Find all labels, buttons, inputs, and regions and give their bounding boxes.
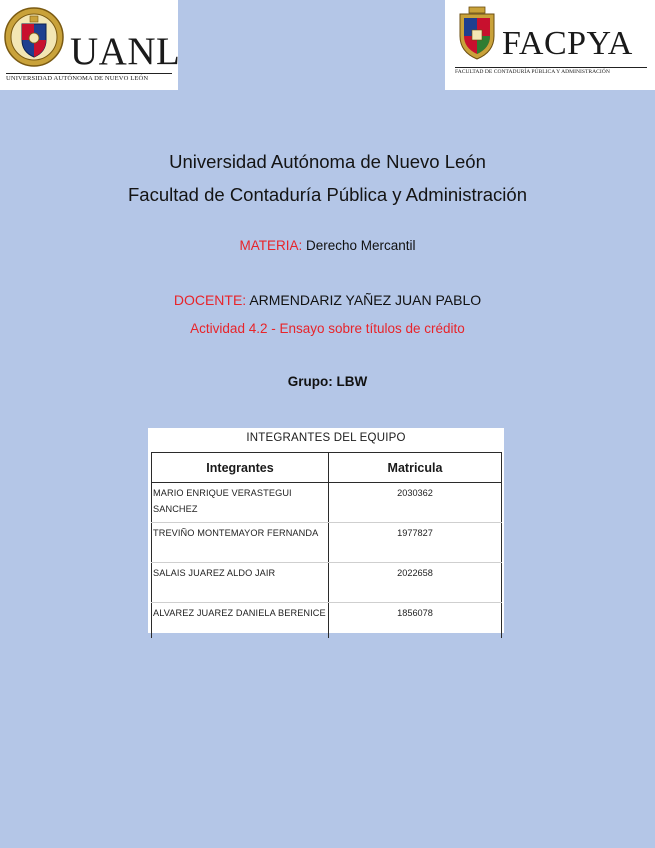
materia-line bbox=[0, 238, 655, 253]
uanl-crest-icon bbox=[4, 6, 64, 68]
docente-line bbox=[0, 292, 655, 308]
table-row bbox=[152, 563, 502, 603]
member-matricula: 1977827 bbox=[329, 523, 502, 563]
uanl-logo-rule bbox=[6, 73, 172, 74]
activity-title: Actividad 4.2 - Ensayo sobre títulos de crédito bbox=[190, 321, 465, 336]
table-row bbox=[152, 603, 502, 639]
facpya-wordmark: FACPYA bbox=[502, 25, 633, 62]
group-label: Grupo: LBW bbox=[287, 374, 368, 389]
team-table-title: INTEGRANTES DEL EQUIPO bbox=[246, 432, 406, 444]
team-table bbox=[148, 428, 504, 633]
member-matricula: 2022658 bbox=[329, 563, 502, 603]
column-header-integrantes: Integrantes bbox=[152, 453, 329, 483]
materia-value: Derecho Mercantil bbox=[302, 238, 416, 253]
member-name: MARIO ENRIQUE VERASTEGUI SANCHEZ bbox=[152, 483, 329, 523]
university-title: Universidad Autónoma de Nuevo León bbox=[169, 151, 486, 172]
table-header-row bbox=[152, 453, 502, 483]
table-row bbox=[152, 523, 502, 563]
docente-value: ARMENDARIZ YAÑEZ JUAN PABLO bbox=[246, 292, 482, 308]
uanl-wordmark: UANL bbox=[70, 30, 181, 73]
facpya-logo-rule bbox=[455, 67, 647, 68]
faculty-title: Facultad de Contaduría Pública y Administración bbox=[128, 184, 527, 205]
member-matricula: 1856078 bbox=[329, 603, 502, 639]
materia-label: MATERIA: bbox=[239, 238, 303, 253]
team-grid bbox=[151, 452, 502, 638]
docente-label: DOCENTE: bbox=[173, 292, 247, 308]
member-name: ALVAREZ JUAREZ DANIELA BERENICE bbox=[152, 603, 329, 639]
uanl-caption: UNIVERSIDAD AUTÓNOMA DE NUEVO LEÓN bbox=[6, 75, 149, 82]
facpya-crest-icon bbox=[457, 6, 497, 60]
column-header-matricula: Matricula bbox=[329, 453, 502, 483]
facpya-logo bbox=[445, 0, 655, 90]
facpya-caption: FACULTAD DE CONTADURÍA PÚBLICA Y ADMINISTRACIÓN bbox=[455, 69, 610, 75]
member-matricula: 2030362 bbox=[329, 483, 502, 523]
member-name: TREVIÑO MONTEMAYOR FERNANDA bbox=[152, 523, 329, 563]
member-name: SALAIS JUAREZ ALDO JAIR bbox=[152, 563, 329, 603]
uanl-logo bbox=[0, 0, 181, 90]
table-row bbox=[152, 483, 502, 523]
